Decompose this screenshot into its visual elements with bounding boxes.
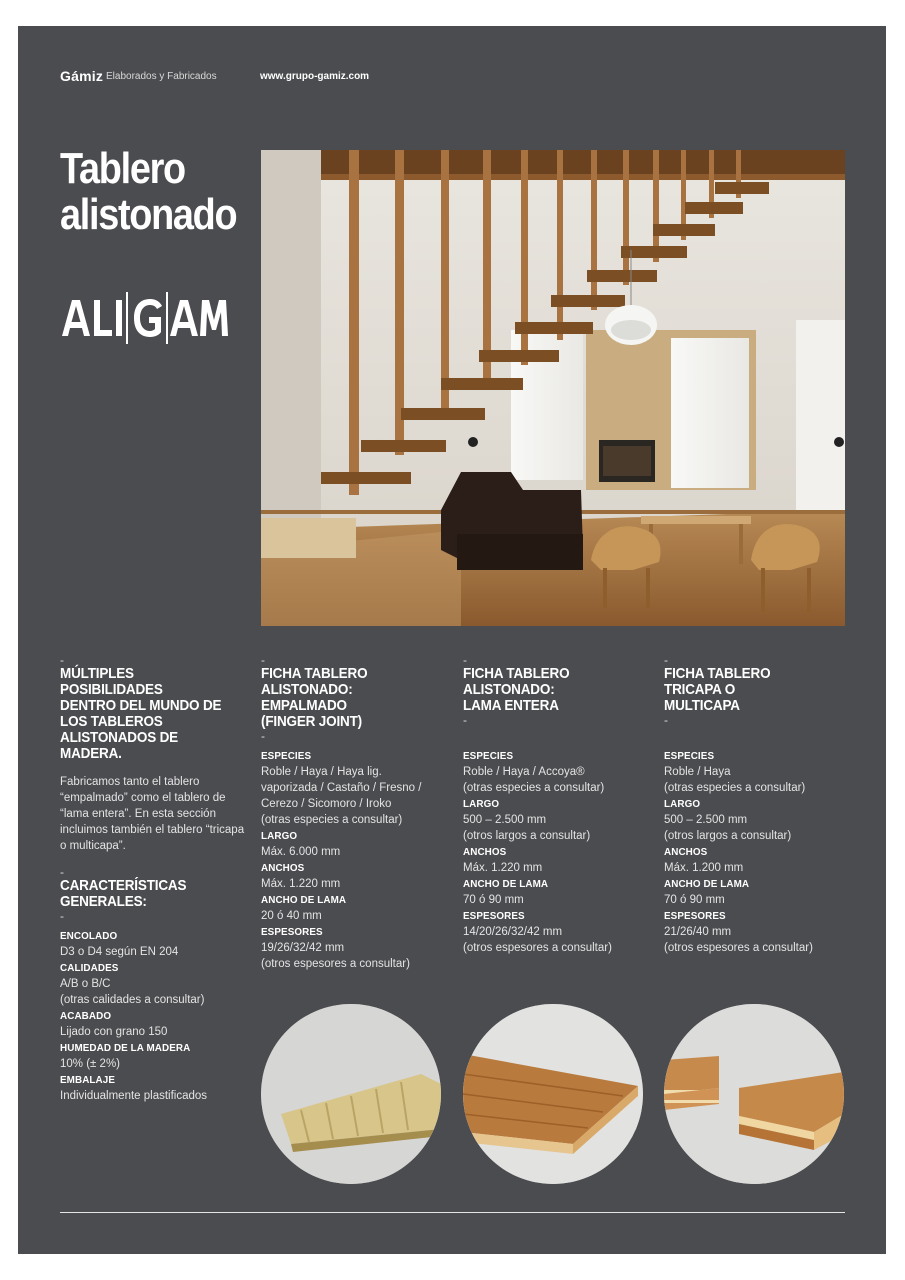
spec-label: ANCHOS bbox=[463, 846, 507, 858]
website-link[interactable]: www.grupo-gamiz.com bbox=[260, 71, 370, 82]
separator: - bbox=[664, 713, 668, 727]
tricapa-board-image bbox=[664, 1004, 844, 1184]
spec-value: Máx. 1.220 mm bbox=[463, 862, 543, 874]
spec-value: (otras calidades a consultar) bbox=[60, 994, 205, 1006]
spec-value: Máx. 1.200 mm bbox=[664, 862, 744, 874]
spec-label: ANCHO DE LAMA bbox=[463, 878, 549, 890]
spec-value: 21/26/40 mm bbox=[664, 926, 732, 938]
spec-label: ANCHO DE LAMA bbox=[261, 894, 347, 906]
spec-value: 70 ó 90 mm bbox=[664, 894, 725, 906]
spec-note: (otras especies a consultar) bbox=[261, 814, 403, 826]
spec-label: ACABADO bbox=[60, 1010, 112, 1022]
finger-joint-board-image bbox=[261, 1004, 441, 1184]
spec-label: LARGO bbox=[261, 830, 298, 842]
ficha-heading: FICHA TABLERO ALISTONADO: LAMA ENTERA bbox=[463, 665, 570, 714]
spec-label: LARGO bbox=[664, 798, 701, 810]
ficha-empalmado bbox=[261, 654, 446, 972]
spec-value: Lijado con grano 150 bbox=[60, 1026, 168, 1038]
separator: - bbox=[664, 653, 668, 667]
spec-label: ESPESORES bbox=[463, 910, 525, 922]
separator: - bbox=[60, 865, 64, 879]
spec-value: 70 ó 90 mm bbox=[463, 894, 524, 906]
spec-value: Individualmente plastificados bbox=[60, 1090, 208, 1102]
spec-note: (otros espesores a consultar) bbox=[463, 942, 612, 954]
spec-value: 10% (± 2%) bbox=[60, 1058, 120, 1070]
separator: - bbox=[60, 653, 64, 667]
intro-heading: MÚLTIPLES POSIBILIDADES DENTRO DEL MUNDO DE LOS TABLEROS ALISTONADOS DE MADERA. bbox=[60, 665, 222, 762]
spec-label: ENCOLADO bbox=[60, 930, 118, 942]
spec-note: (otras especies a consultar) bbox=[463, 782, 605, 794]
spec-note: (otros largos a consultar) bbox=[664, 830, 792, 842]
intro-column bbox=[60, 654, 245, 1104]
brand-subtitle: Elaborados y Fabricados bbox=[106, 71, 217, 82]
spec-note: (otras especies a consultar) bbox=[664, 782, 806, 794]
spec-value: 14/20/26/32/42 mm bbox=[463, 926, 563, 938]
spec-label: HUMEDAD DE LA MADERA bbox=[60, 1042, 191, 1054]
separator: - bbox=[463, 713, 467, 727]
brochure-page bbox=[18, 26, 886, 1254]
spec-label: ESPECIES bbox=[261, 750, 312, 762]
spec-label: CALIDADES bbox=[60, 962, 119, 974]
page-title bbox=[60, 146, 236, 238]
spec-value: 20 ó 40 mm bbox=[261, 910, 322, 922]
aligam-logo bbox=[60, 288, 230, 348]
separator: - bbox=[261, 729, 265, 743]
general-heading: CARACTERÍSTICAS GENERALES: bbox=[60, 877, 187, 910]
spec-value: 500 – 2.500 mm bbox=[463, 814, 547, 826]
ficha-lama-entera bbox=[463, 654, 648, 956]
header bbox=[60, 68, 840, 88]
spec-note: (otros espesores a consultar) bbox=[261, 958, 410, 970]
spec-label: LARGO bbox=[463, 798, 500, 810]
spec-note: (otros largos a consultar) bbox=[463, 830, 591, 842]
lama-entera-board-image bbox=[463, 1004, 643, 1184]
spec-label: ESPECIES bbox=[463, 750, 514, 762]
separator: - bbox=[463, 653, 467, 667]
spec-value: Roble / Haya bbox=[664, 766, 731, 778]
spec-value: A/B o B/C bbox=[60, 978, 111, 990]
footer-divider bbox=[60, 1212, 845, 1213]
ficha-heading: FICHA TABLERO ALISTONADO: EMPALMADO (FINGER JOINT) bbox=[261, 665, 368, 730]
spec-value: Máx. 6.000 mm bbox=[261, 846, 341, 858]
separator: - bbox=[60, 909, 64, 923]
spec-label: ANCHOS bbox=[664, 846, 708, 858]
separator: - bbox=[261, 653, 265, 667]
brand-name: Gámiz bbox=[60, 68, 104, 84]
intro-body: Fabricamos tanto el tablero “empalmado” como el tablero de “lama entera”. En esta sección incluimos también el tablero “tricapa o multicapa”. bbox=[60, 776, 245, 852]
spec-value: Roble / Haya / Haya lig. vaporizada / Castaño / Fresno / Cerezo / Sicomoro / Iroko bbox=[261, 766, 422, 810]
spec-label: ESPESORES bbox=[261, 926, 323, 938]
spec-value: 19/26/32/42 mm bbox=[261, 942, 345, 954]
spec-label: ANCHO DE LAMA bbox=[664, 878, 750, 890]
spec-value: Roble / Haya / Accoya® bbox=[463, 766, 585, 778]
spec-label: ESPECIES bbox=[664, 750, 715, 762]
spec-label: ESPESORES bbox=[664, 910, 726, 922]
ficha-heading: FICHA TABLERO TRICAPA O MULTICAPA bbox=[664, 665, 771, 714]
spec-note: (otros espesores a consultar) bbox=[664, 942, 813, 954]
spec-value: 500 – 2.500 mm bbox=[664, 814, 748, 826]
title-line-2: alistonado bbox=[60, 190, 237, 239]
ficha-tricapa bbox=[664, 654, 849, 956]
spec-value: D3 o D4 según EN 204 bbox=[60, 946, 179, 958]
spec-label: EMBALAJE bbox=[60, 1074, 116, 1086]
spec-value: Máx. 1.220 mm bbox=[261, 878, 341, 890]
spec-label: ANCHOS bbox=[261, 862, 305, 874]
interior-staircase-photo bbox=[261, 150, 845, 626]
title-line-1: Tablero bbox=[60, 144, 185, 193]
